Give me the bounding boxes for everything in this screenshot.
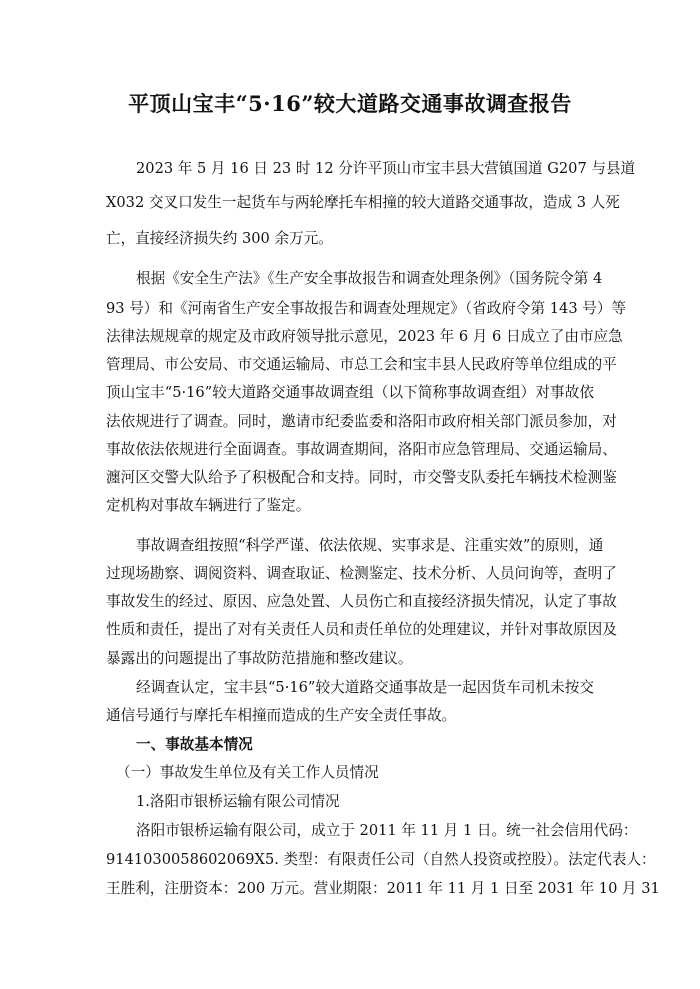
paragraph-line: X032 交叉口发生一起货车与两轮摩托车相撞的较大道路交通事故，造成 3 人死 <box>106 194 620 211</box>
paragraph-line: 经调查认定，宝丰县“5·16”较大道路交通事故是一起因货车司机未按交 <box>136 679 594 696</box>
paragraph-line: 根据《安全生产法》《生产安全事故报告和调查处理条例》（国务院令第 4 <box>136 270 603 287</box>
paragraph-line: 性质和责任，提出了对有关责任人员和责任单位的处理建议，并针对事故原因及 <box>106 621 617 638</box>
paragraph-line: 93 号）和《河南省生产安全事故报告和调查处理规定》（省政府令第 143 号）等 <box>106 300 627 317</box>
subsection-heading: （一）事故发生单位及有关工作人员情况 <box>116 764 379 781</box>
paragraph-line: 事故调查组按照“科学严谨、依法依规、实事求是、注重实效”的原则，通 <box>136 537 604 554</box>
paragraph-line: 王胜利，注册资本：200 万元。营业期限：2011 年 11 月 1 日至 2031 年 10 月 31 <box>106 880 660 897</box>
paragraph-line: 事故发生的经过、原因、应急处置、人员伤亡和直接经济损失情况，认定了事故 <box>106 593 617 610</box>
paragraph-line: 914103005860206​9X5. 类型：有限责任公司（自然人投资或控股）。法定代表人： <box>106 851 656 868</box>
subsubsection-heading: 1.洛阳市银桥运输有限公司情况 <box>136 793 340 810</box>
paragraph-line: 定机构对事故车辆进行了鉴定。 <box>106 497 311 514</box>
paragraph-line: 顶山宝丰“5·16”较大道路交通事故调查组（以下简称事故调查组）对事故依 <box>106 384 594 401</box>
section-heading: 一、事故基本情况 <box>136 736 253 753</box>
paragraph-line: 2023 年 5 月 16 日 23 时 12 分许平顶山市宝丰县大营镇国道 G207 与县道 <box>136 160 636 177</box>
paragraph-line: 亡，直接经济损失约 300 余万元。 <box>106 230 333 247</box>
paragraph-line: 管理局、市公安局、市交通运输局、市总工会和宝丰县人民政府等单位组成的平 <box>106 356 617 373</box>
paragraph-line: 暴露出的问题提出了事故防范措施和整改建议。 <box>106 650 413 667</box>
paragraph-line: 瀍河区交警大队给予了积极配合和支持。同时，市交警支队委托车辆技术检测鉴 <box>106 469 617 486</box>
paragraph-line: 事故依法依规进行全面调查。事故调查期间，洛阳市应急管理局、交通运输局、 <box>106 441 617 458</box>
paragraph-line: 通信号通行与摩托车相撞而造成的生产安全责任事故。 <box>106 707 457 724</box>
paragraph-line: 法律法规规章的规定及市政府领导批示意见，2023 年 6 月 6 日成立了由市应急 <box>106 328 623 345</box>
document-title: 平顶山宝丰“5·16”较大道路交通事故调查报告 <box>128 91 572 116</box>
paragraph-line: 法依规进行了调查。同时，邀请市纪委监委和洛阳市政府相关部门派员参加，对 <box>106 413 617 430</box>
paragraph-line: 洛阳市银桥运输有限公司，成立于 2011 年 11 月 1 日。统一社会信用代码： <box>136 822 638 839</box>
paragraph-line: 过现场勘察、调阅资料、调查取证、检测鉴定、技术分析、人员问询等，查明了 <box>106 565 617 582</box>
